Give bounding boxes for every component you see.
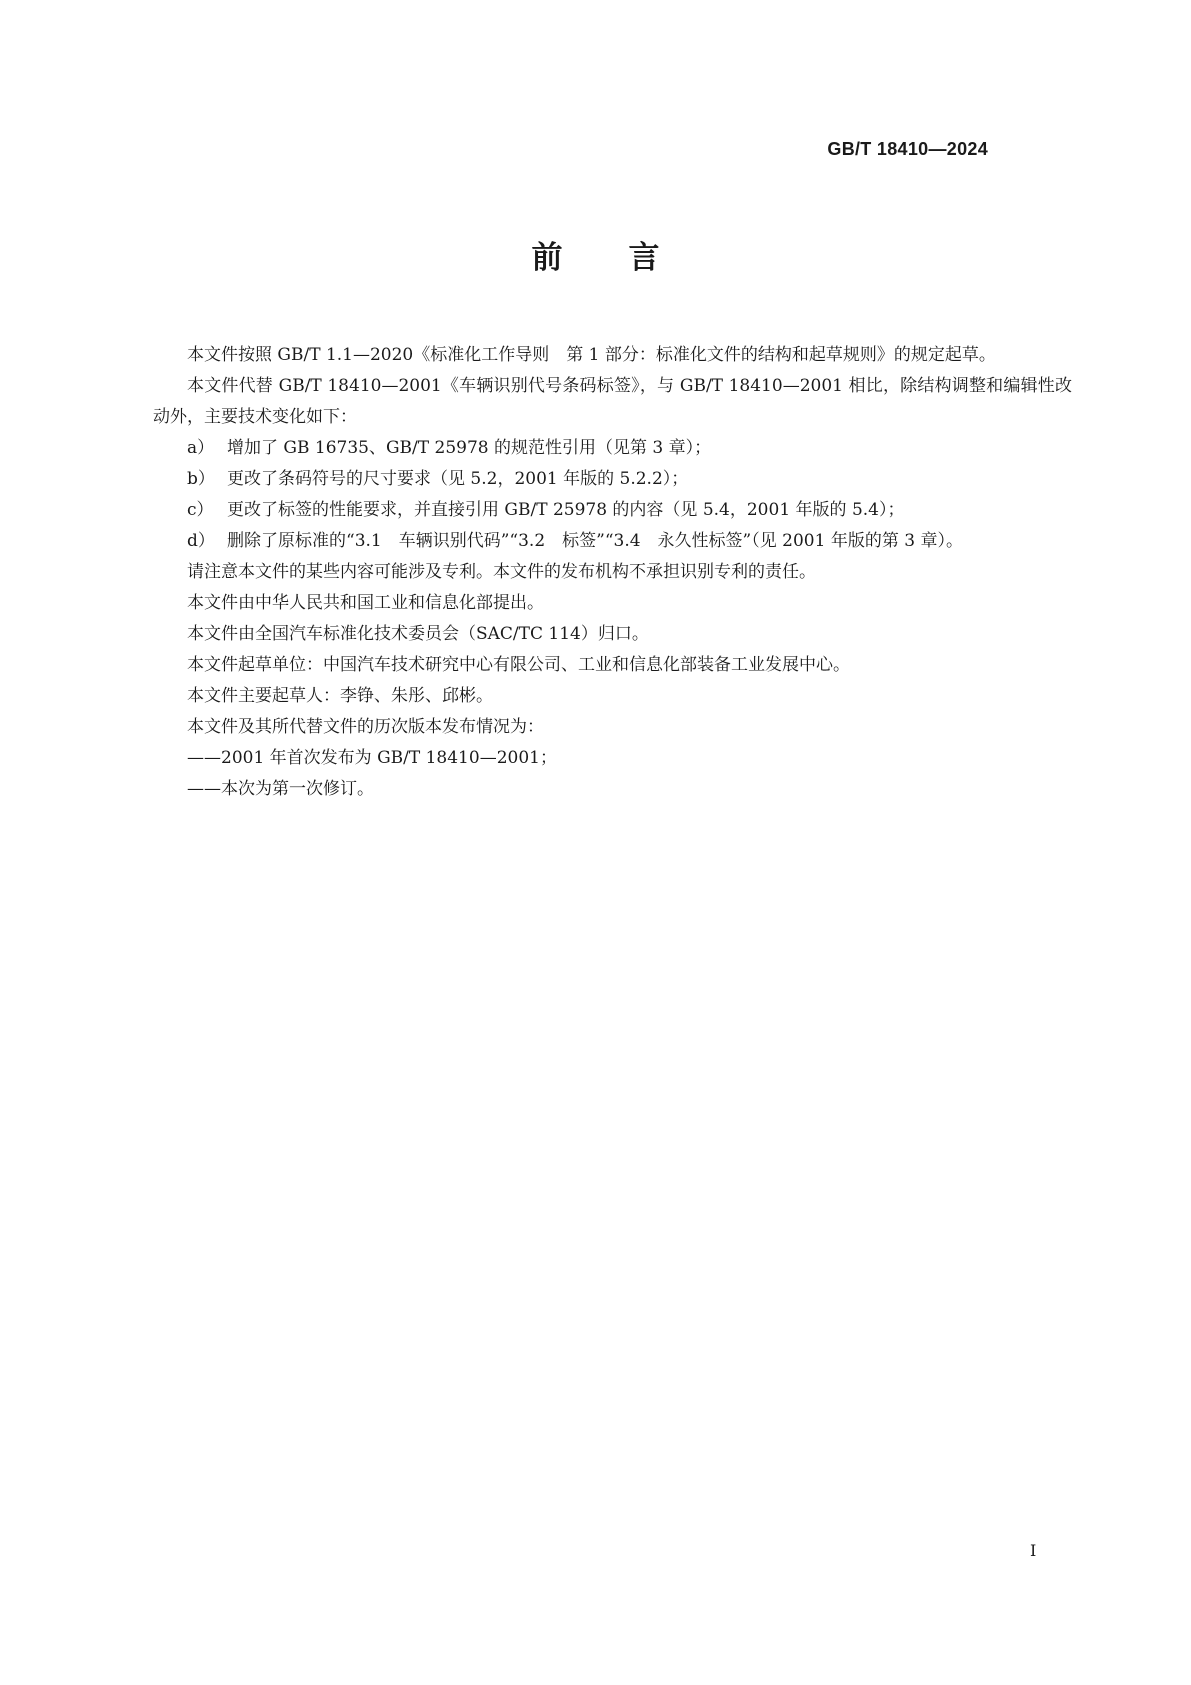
drafters-statement: 本文件主要起草人：李铮、朱彤、邱彬。 (187, 686, 493, 706)
replacement-paragraph: 本文件代替 GB/T 18410—2001《车辆识别代号条码标签》，与 GB/T 18410—2001 相比，除结构调整和编辑性改动外，主要技术变化如下： (153, 376, 1072, 427)
list-marker: b） (187, 469, 215, 489)
version-history-list (153, 743, 1072, 805)
drafting-units-statement: 本文件起草单位：中国汽车技术研究中心有限公司、工业和信息化部装备工业发展中心。 (187, 655, 850, 675)
history-item: ——本次为第一次修订。 (187, 779, 374, 799)
technical-changes-list (153, 433, 1072, 557)
list-marker: c） (187, 500, 214, 520)
list-item (153, 433, 1072, 464)
list-item (153, 495, 1072, 526)
page-title: 前言 (531, 240, 726, 276)
foreword-body (153, 340, 1072, 805)
list-item (153, 526, 1072, 557)
standard-code: GB/T 18410—2024 (827, 139, 988, 159)
list-item-text: 更改了条码符号的尺寸要求（见 5.2，2001 年版的 5.2.2）； (227, 469, 689, 489)
drafting-basis-paragraph: 本文件按照 GB/T 1.1—2020《标准化工作导则 第 1 部分：标准化文件的结构和起草规则》的规定起草。 (187, 345, 996, 365)
patent-statement: 请注意本文件的某些内容可能涉及专利。本文件的发布机构不承担识别专利的责任。 (187, 562, 816, 582)
history-item: ——2001 年首次发布为 GB/T 18410—2001； (187, 748, 557, 768)
list-marker: a） (187, 438, 215, 458)
list-marker: d） (187, 531, 215, 551)
history-intro: 本文件及其所代替文件的历次版本发布情况为： (187, 717, 544, 737)
list-item-text: 删除了原标准的“3.1 车辆识别代码”“3.2 标签”“3.4 永久性标签”（见 2001 年版的第 3 章）。 (227, 531, 963, 551)
list-item (153, 464, 1072, 495)
page-number: I (1030, 1541, 1037, 1560)
list-item-text: 增加了 GB 16735、GB/T 25978 的规范性引用（见第 3 章）； (227, 438, 712, 458)
centralized-statement: 本文件由全国汽车标准化技术委员会（SAC/TC 114）归口。 (187, 624, 649, 644)
proposer-statement: 本文件由中华人民共和国工业和信息化部提出。 (187, 593, 544, 613)
list-item-text: 更改了标签的性能要求，并直接引用 GB/T 25978 的内容（见 5.4，2001 年版的 5.4）； (227, 500, 905, 520)
